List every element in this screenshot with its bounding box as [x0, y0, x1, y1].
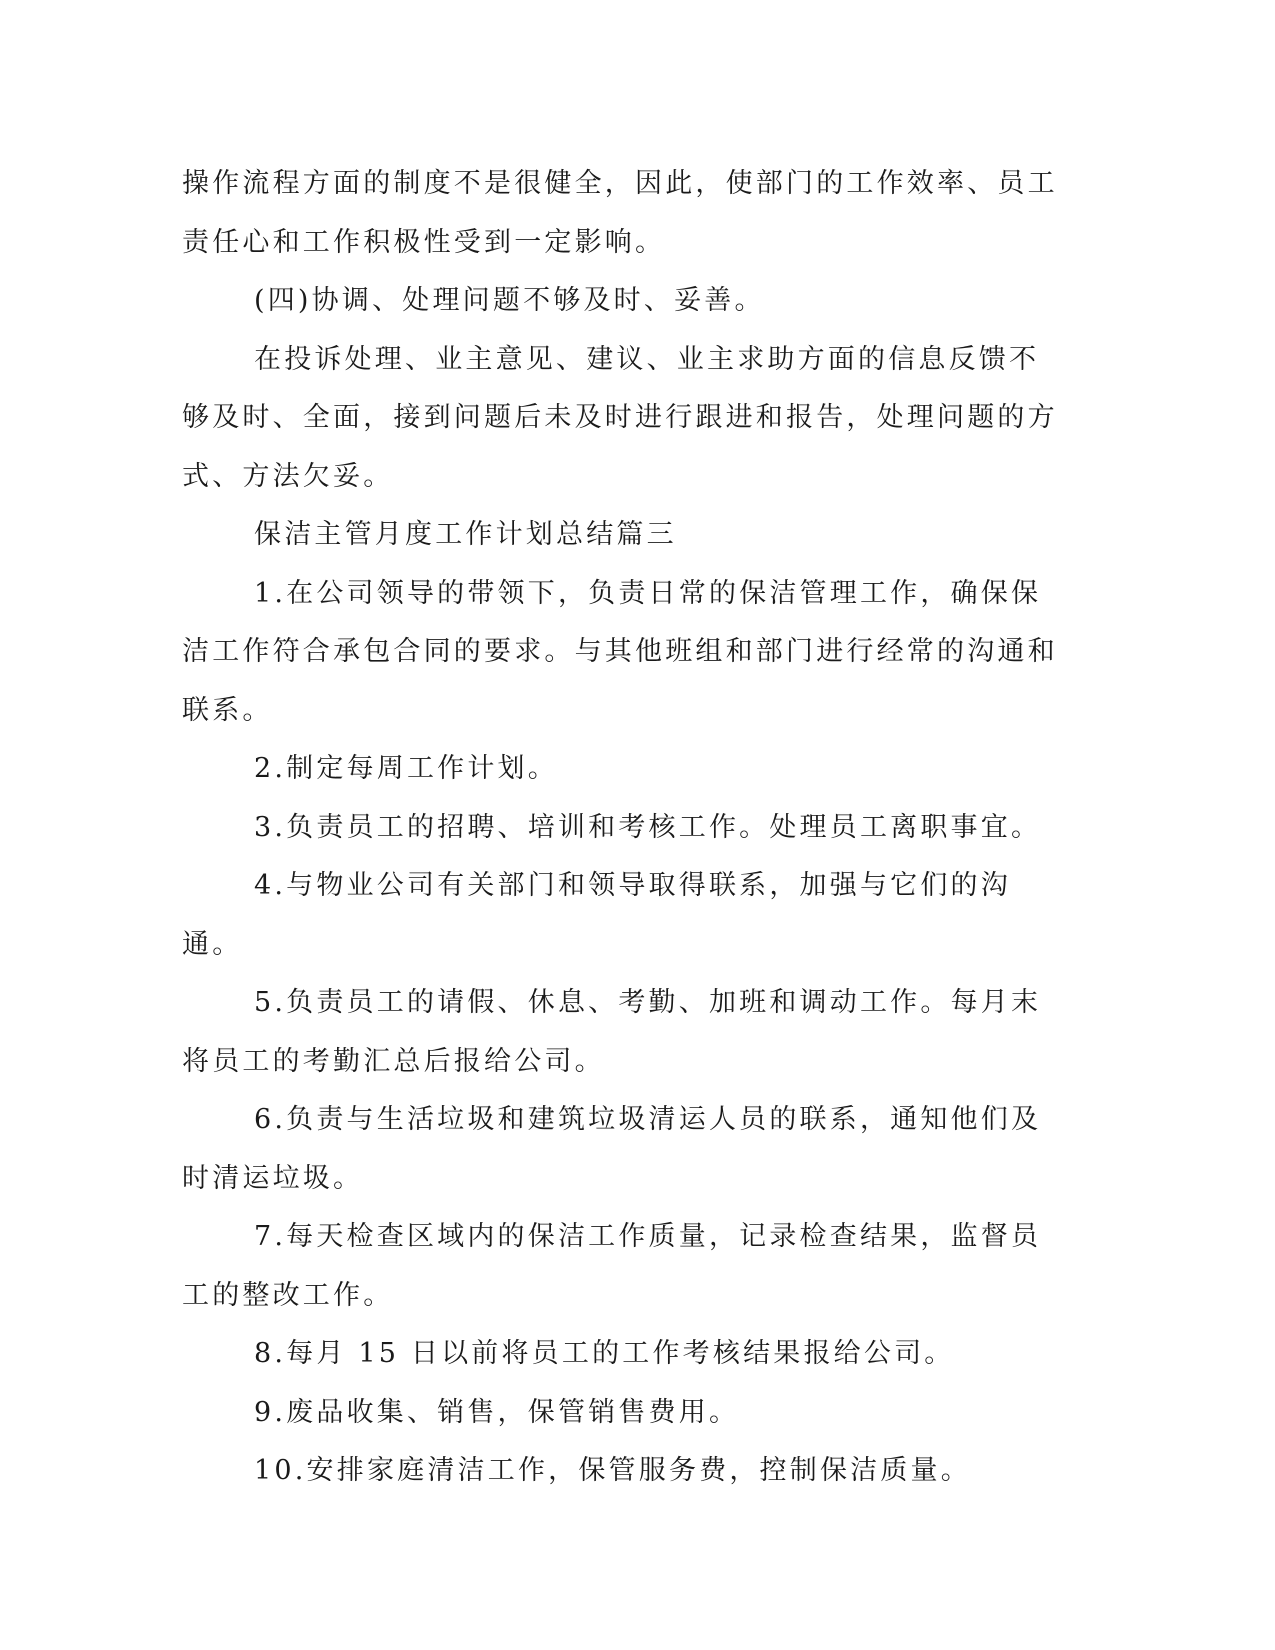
section-heading-4: (四)协调、处理问题不够及时、妥善。: [254, 285, 765, 316]
paragraph-1: 操作流程方面的制度不是很健全，因此，使部门的工作效率、员工责任心和工作积极性受到一定影响。: [182, 168, 1058, 258]
list-item-10: 10.安排家庭清洁工作，保管服务费，控制保洁质量。: [254, 1455, 971, 1486]
article-subtitle: 保洁主管月度工作计划总结篇三: [254, 519, 677, 550]
paragraph-3: 在投诉处理、业主意见、建议、业主求助方面的信息反馈不够及时、全面，接到问题后未及时进行跟进和报告，处理问题的方式、方法欠妥。: [182, 343, 1058, 492]
list-item-8: 8.每月 15 日以前将员工的工作考核结果报给公司。: [254, 1338, 955, 1369]
list-item-2: 2.制定每周工作计划。: [254, 753, 558, 784]
list-item-5: 5.负责员工的请假、休息、考勤、加班和调动工作。每月末将员工的考勤汇总后报给公司。: [182, 987, 1042, 1077]
list-item-4: 4.与物业公司有关部门和领导取得联系，加强与它们的沟通。: [182, 870, 1011, 960]
list-item-9: 9.废品收集、销售，保管销售费用。: [254, 1396, 740, 1428]
document-page: [182, 155, 1062, 1501]
list-item-3: 3.负责员工的招聘、培训和考核工作。处理员工离职事宜。: [254, 811, 1042, 843]
list-item-7: 7.每天检查区域内的保洁工作质量，记录检查结果，监督员工的整改工作。: [182, 1221, 1042, 1311]
list-item-6: 6.负责与生活垃圾和建筑垃圾清运人员的联系，通知他们及时清运垃圾。: [182, 1104, 1042, 1194]
list-item-1: 1.在公司领导的带领下，负责日常的保洁管理工作，确保保洁工作符合承包合同的要求。与其他班组和部门进行经常的沟通和联系。: [182, 577, 1058, 726]
